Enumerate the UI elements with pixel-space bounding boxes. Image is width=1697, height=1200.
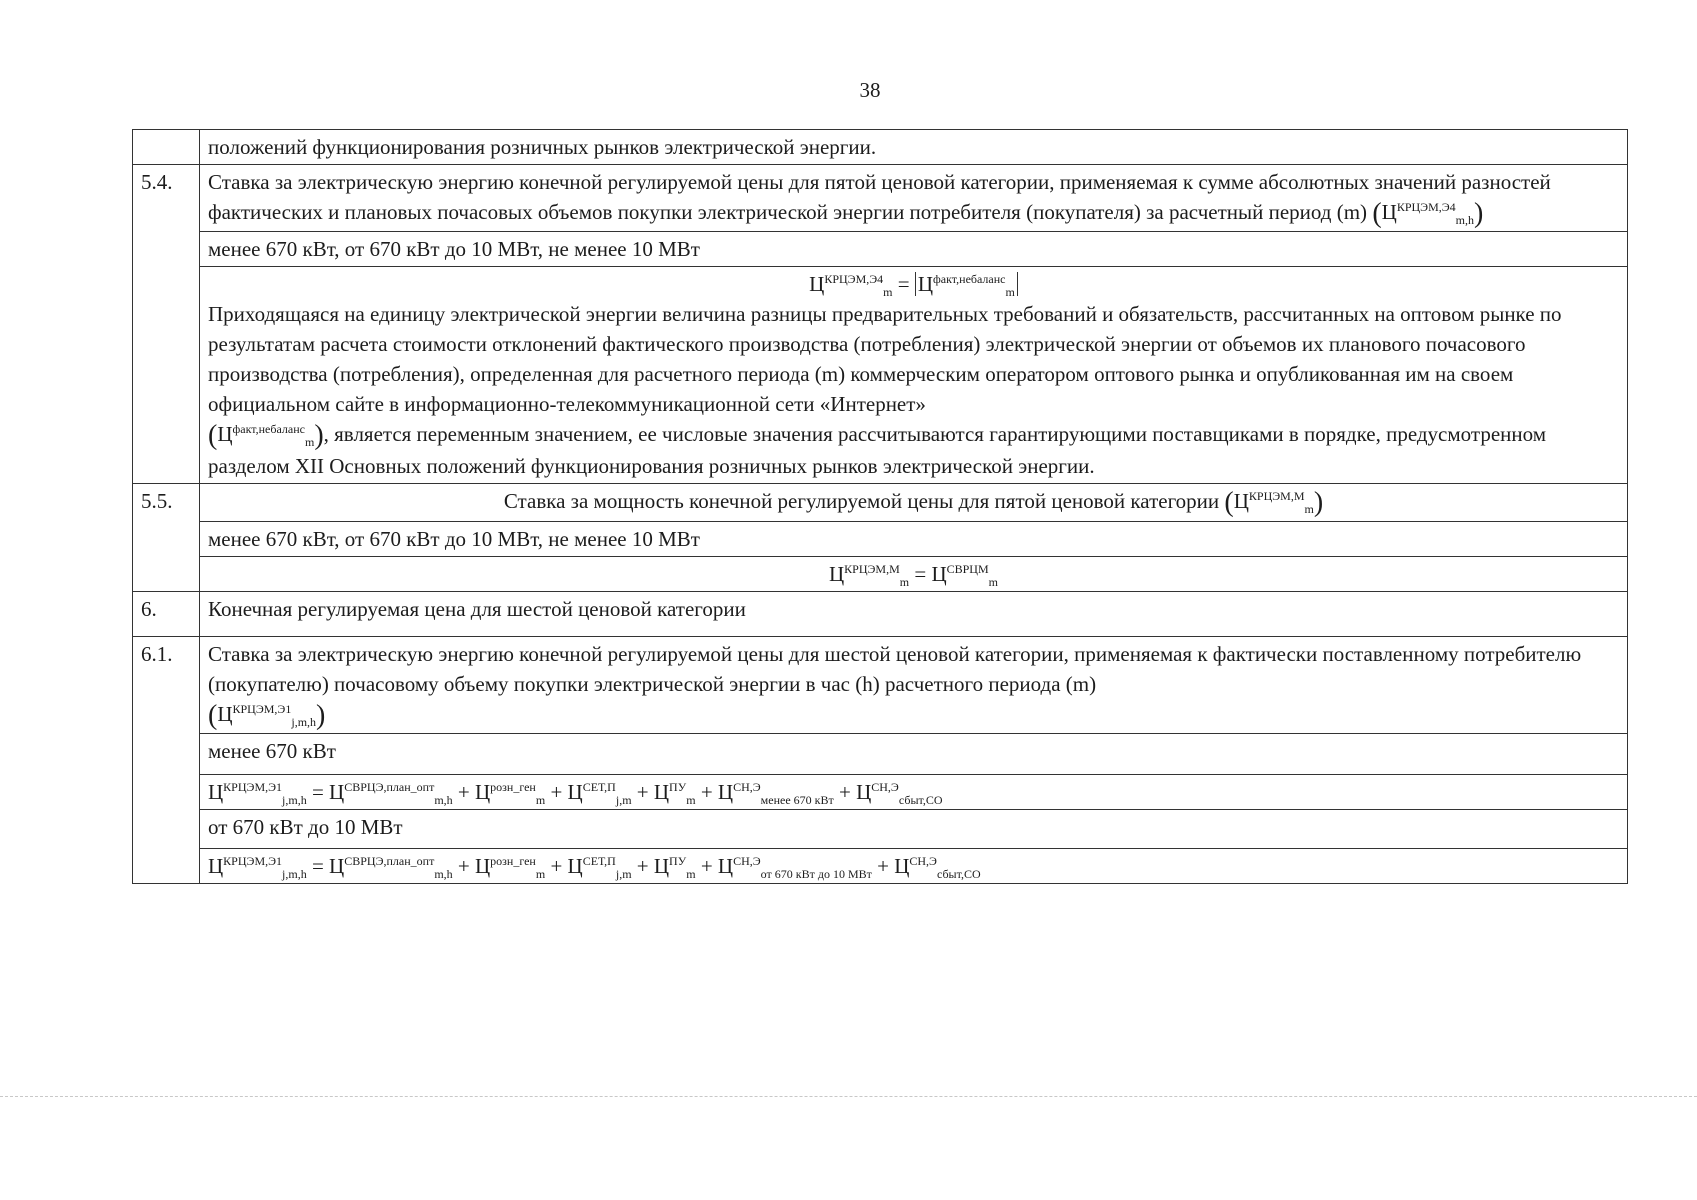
formula: $Ц^{КРЦЭМ,М}_m = Ц^{СВРЦМ}_m$ [200,556,1628,591]
tariff-table [132,129,1628,884]
table-row [133,484,1628,521]
tariff-symbol: $Ц^{КРЦЭМ,М}_m$ [1233,489,1314,517]
row-title: Ставка за мощность конечной регулируемой цены для пятой ценовой категории $(Ц^{КРЦЭМ,М}_m)$ [200,484,1628,521]
formula: $Ц^{КРЦЭМ,Э1}_{j,m,h} = Ц^{СВРЦЭ,план\_опт}_{m,h} + Ц^{розн\_ген}_m + Ц^{СЕТ,П}_{j,m} + Ц^{ПУ}_m + Ц^{СН,Э}_{менее 670 кВт} + Ц^{СН,Э}_{сбыт,СО}$ [200,774,1628,809]
table-row [133,591,1628,636]
row-number: 5.5. [133,484,200,591]
formula-cell [200,267,1628,484]
tariff-symbol: $Ц^{КРЦЭМ,Э1}_{j,m,h}$ [217,701,317,729]
power-range: менее 670 кВт, от 670 кВт до 10 МВт, не менее 10 МВт [200,521,1628,556]
table-row [133,130,1628,165]
table-row [133,733,1628,774]
formula: $Ц^{КРЦЭМ,Э4}_m = Ц^{факт,небаланс}_m$ [208,269,1619,299]
power-range: от 670 кВт до 10 МВт [200,809,1628,848]
row-title: Ставка за электрическую энергию конечной регулируемой цены для пятой ценовой категории, применяемая к сумме абсолютных значений разностей фактических и плановых почасовых объемов покупки электрической энергии потребителя (покупателя) за расчетный период (m) $(Ц^{КРЦЭМ,Э4}_{m,h})$ [200,165,1628,232]
description: Приходящаяся на единицу электрической энергии величина разницы предварительных требований и обязательств, рассчитанных на оптовом рынке по результатам расчета стоимости отклонений фактического производства (потребления) электрической энергии от объемов их планового почасового производства (потребления), определенная для расчетного периода (m) коммерческим оператором оптового рынка и опубликованная им на своем официальном сайте в информационно-телекоммуникационной сети «Интернет» $(Ц^{факт,небаланс}_m)$, является переменным значением, ее числовые значения рассчитываются гарантирующими поставщиками в порядке, предусмотренном разделом XII Основных положений функционирования розничных рынков электрической энергии. [208,302,1562,479]
row-number: 6. [133,591,200,636]
row-number [133,130,200,165]
table-row [133,774,1628,809]
row-title: Ставка за электрическую энергию конечной регулируемой цены для шестой ценовой категории, применяемая к фактически поставленному потребителю (покупателю) почасовому объему покупки электрической энергии в час (h) расчетного периода (m) $(Ц^{КРЦЭМ,Э1}_{j,m,h})$ [200,636,1628,733]
power-range: менее 670 кВт [200,733,1628,774]
page-number: 38 [859,78,881,102]
table-row [133,809,1628,848]
tariff-symbol: $Ц^{факт,небаланс}_m$ [217,422,315,450]
continuation-text: положений функционирования розничных рынков электрической энергии. [200,130,1628,165]
power-range: менее 670 кВт, от 670 кВт до 10 МВт, не менее 10 МВт [200,232,1628,267]
scan-noise-line [0,1096,1697,1097]
table-row [133,848,1628,883]
row-title: Конечная регулируемая цена для шестой ценовой категории [200,591,1628,636]
row-number: 6.1. [133,636,200,883]
table-row [133,267,1628,484]
formula: $Ц^{КРЦЭМ,Э1}_{j,m,h} = Ц^{СВРЦЭ,план\_опт}_{m,h} + Ц^{розн\_ген}_m + Ц^{СЕТ,П}_{j,m} + Ц^{ПУ}_m + Ц^{СН,Э}_{от 670 кВт до 10 МВт} + Ц^{СН,Э}_{сбыт,СО}$ [200,848,1628,883]
table-row [133,636,1628,733]
tariff-symbol: $Ц^{КРЦЭМ,Э4}_{m,h}$ [1381,200,1475,228]
table-row [133,556,1628,591]
table-row [133,232,1628,267]
table-row [133,521,1628,556]
table-row [133,165,1628,232]
row-number: 5.4. [133,165,200,484]
title-text: Ставка за электрическую энергию конечной регулируемой цены для пятой ценовой категории, применяемая к сумме абсолютных значений разностей фактических и плановых почасовых объемов покупки электрической энергии потребителя (покупателя) за расчетный период (m) [208,170,1551,224]
